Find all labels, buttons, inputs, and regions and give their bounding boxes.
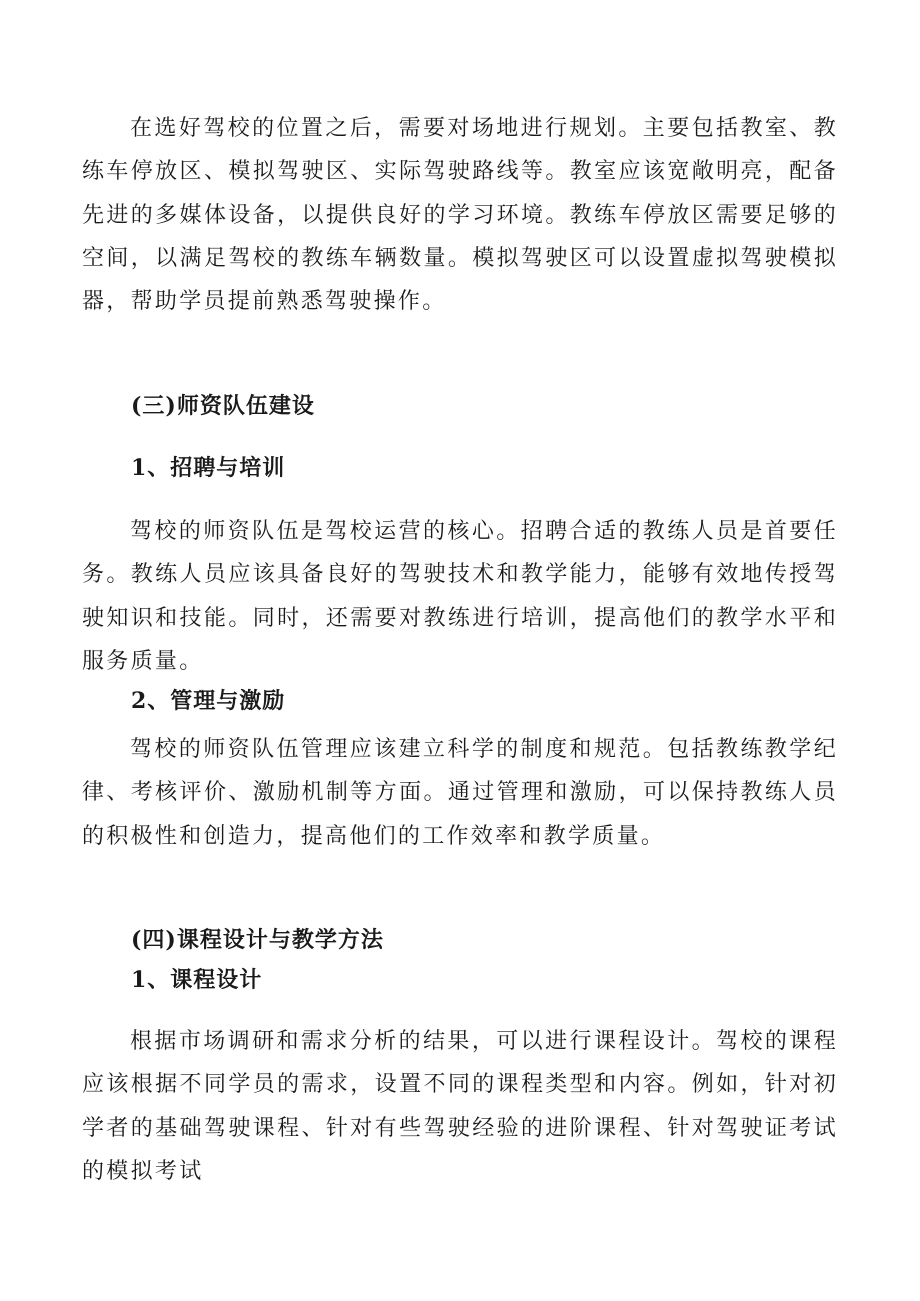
paragraph-course-design: 根据市场调研和需求分析的结果，可以进行课程设计。驾校的课程应该根据不同学员的需求，设置不同的课程类型和内容。例如，针对初学者的基础驾驶课程、针对有些驾驶经验的进阶课程、针对驾驶证考试的模拟考试 <box>82 1029 838 1184</box>
paragraph-site-planning: 在选好驾校的位置之后，需要对场地进行规划。主要包括教室、教练车停放区、模拟驾驶区、实际驾驶路线等。教室应该宽敞明亮，配备先进的多媒体设备，以提供良好的学习环境。教练车停放区需要足够的空间，以满足驾校的教练车辆数量。模拟驾驶区可以设置虚拟驾驶模拟器，帮助学员提前熟悉驾驶操作。 <box>82 116 838 315</box>
subsection-heading-management: 2、管理与激励 <box>131 688 286 714</box>
section-heading-faculty: (三)师资队伍建设 <box>131 393 315 419</box>
subsection-heading-recruitment: 1、招聘与培训 <box>131 455 286 481</box>
subsection-heading-course-design: 1、课程设计 <box>131 967 263 993</box>
paragraph-management: 驾校的师资队伍管理应该建立科学的制度和规范。包括教练教学纪律、考核评价、激励机制等方面。通过管理和激励，可以保持教练人员的积极性和创造力，提高他们的工作效率和教学质量。 <box>82 737 838 849</box>
section-heading-curriculum: (四)课程设计与教学方法 <box>131 927 384 953</box>
paragraph-recruitment: 驾校的师资队伍是驾校运营的核心。招聘合适的教练人员是首要任务。教练人员应该具备良好的驾驶技术和教学能力，能够有效地传授驾驶知识和技能。同时，还需要对教练进行培训，提高他们的教学水平和服务质量。 <box>82 519 838 674</box>
